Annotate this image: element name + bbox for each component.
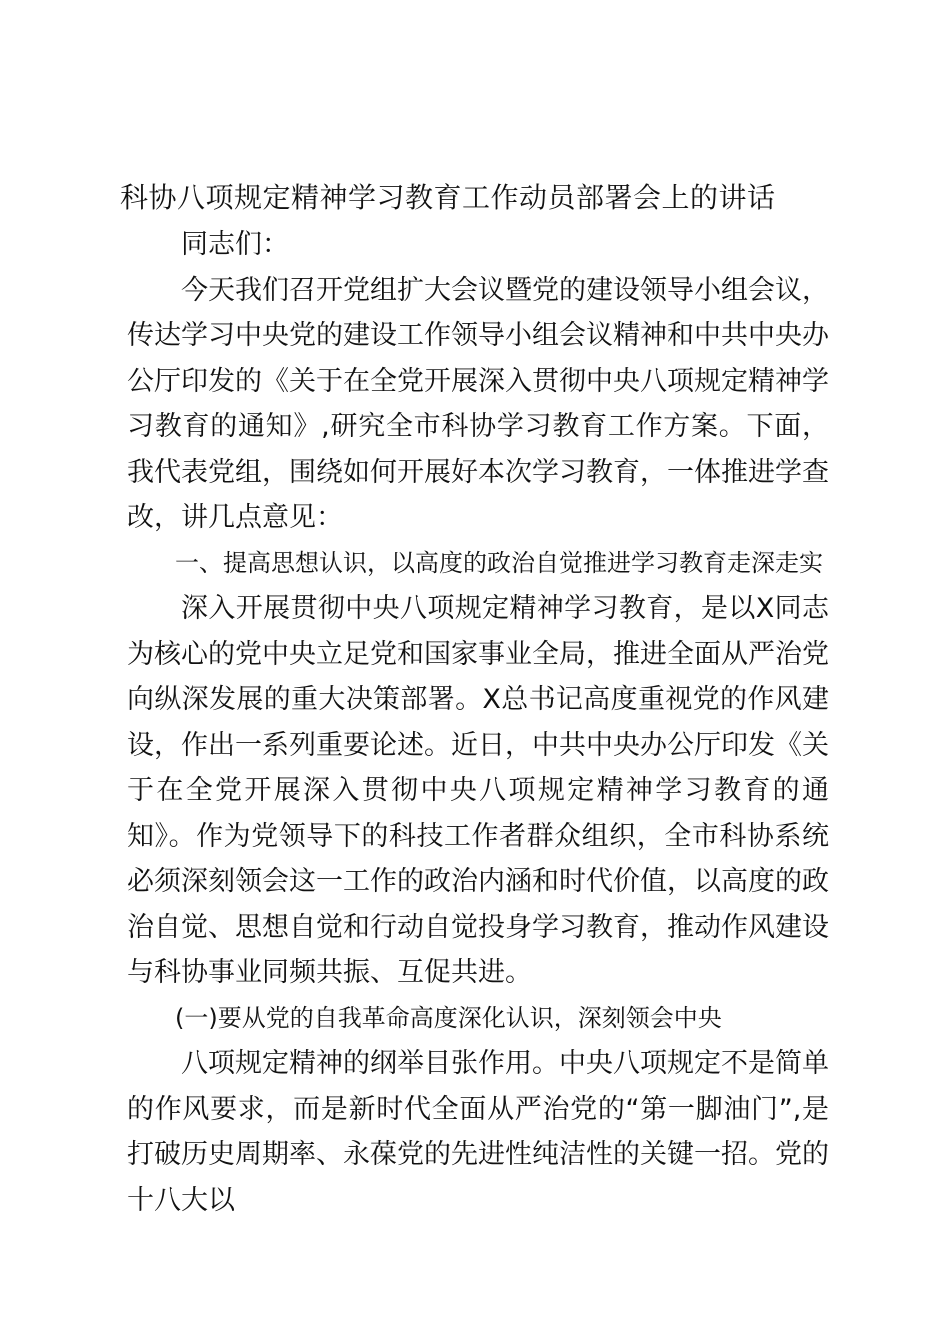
subsection-heading-1: (一)要从党的自我革命高度深化认识，深刻领会中央 bbox=[175, 1003, 722, 1032]
document-body bbox=[127, 222, 856, 1223]
section-heading-1: 一、提高思想认识，以高度的政治自觉推进学习教育走深走实 bbox=[175, 548, 823, 577]
paragraph-intro: 今天我们召开党组扩大会议暨党的建设领导小组会议，传达学习中央党的建设工作领导小组会议精神和中共中央办公厅印发的《关于在全党开展深入贯彻中央八项规定精神学习教育的通知》,研究全市科协学习教育工作方案。下面，我代表党组，围绕如何开展好本次学习教育，一体推进学查改，讲几点意见： bbox=[127, 274, 829, 533]
paragraph-subsection-1: 八项规定精神的纲举目张作用。中央八项规定不是简单的作风要求，而是新时代全面从严治党的“第一脚油门”,是打破历史周期率、永葆党的先进性纯洁性的关键一招。党的十八大以 bbox=[127, 1048, 829, 1216]
salutation: 同志们： bbox=[181, 229, 289, 260]
document-title: 科协八项规定精神学习教育工作动员部署会上的讲话 bbox=[120, 181, 776, 214]
paragraph-section-1: 深入开展贯彻中央八项规定精神学习教育，是以X同志为核心的党中央立足党和国家事业全局，推进全面从严治党向纵深发展的重大决策部署。X总书记高度重视党的作风建 设，作出一系列重要论述。近日，中共中央办公厅印发《关于在全党开展深入贯彻中央八项规定精神学习教育的通知》。作为党领导下的科技工作者群众组织，全市科协系统必须深刻领会这一工作的政治内涵和时代价值，以高度的政治自觉、思想自觉和行动自觉投身学习教育，推动作风建设与科协事业同频共振、互促共进。 bbox=[127, 593, 856, 988]
